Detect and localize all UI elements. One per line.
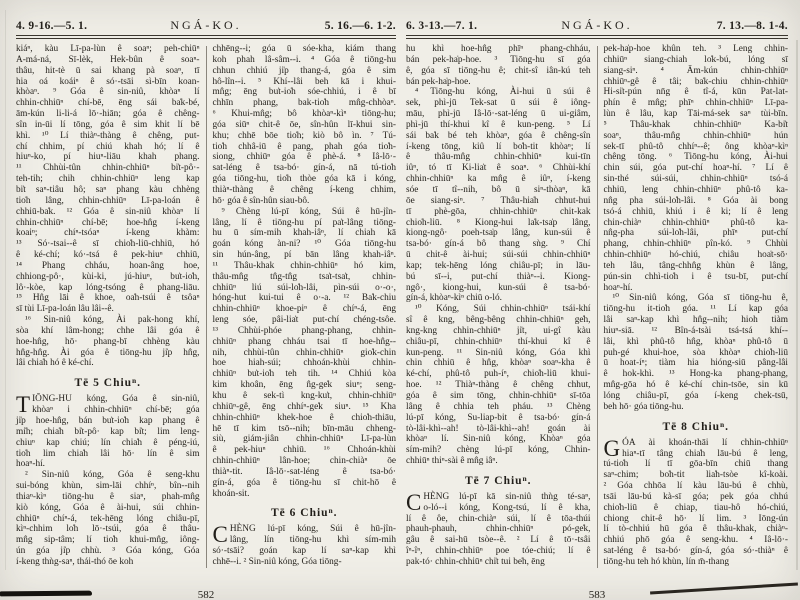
verse-ref-left: 6. 3-13.—7. 1. xyxy=(406,20,478,32)
text-line: ¹⁶ Sin-niû kóng, Ài pak-hong khí, xyxy=(25,315,200,326)
text-line: ji̍p hoe-hn̂g, bán bu̍t-io̍h kap phang ê xyxy=(16,416,200,426)
text-line: khu ê sek-tì kng-ku̍t, chhin-chhiūⁿ xyxy=(212,391,396,401)
text-line: chhin-chhiūⁿ chí-bē; hoe-hn̂g í-keng xyxy=(16,217,200,228)
paragraph xyxy=(406,44,591,87)
text-line: hiuⁿ-siā. ¹² Bîn-á-tsài tsá-tsá khí-- xyxy=(603,325,788,336)
text-columns xyxy=(16,44,396,568)
paragraph xyxy=(604,293,789,412)
text-line: chhiūⁿ chíⁿ-á, tek-hēng lóng chiâu-pī, xyxy=(16,513,200,524)
drop-cap: T xyxy=(16,392,31,418)
paragraph xyxy=(213,44,397,207)
text-line: ² Sin-niû kóng, Góa ê seng-khu xyxy=(25,470,200,481)
text-line: Hi-si̍t-pún nn̄g ê tî-á, kūn Pat-lat- xyxy=(603,87,788,98)
text-line: chio̍h-liū ê chiap, tiau-hô hó-chiú, xyxy=(603,502,788,513)
right-page xyxy=(406,18,788,600)
text-line: HÈNG lú-pī kā sin-niû thǹg té-saⁿ, xyxy=(423,491,591,502)
header-rule xyxy=(16,35,396,39)
text-line: hu khì hoe-hn̂g phīⁿ phang-chháu, xyxy=(406,44,591,54)
text-line: chiong chit-ê hō· lí lim. ³ Iōng-ún xyxy=(603,513,788,524)
drop-cap: G xyxy=(603,435,621,461)
text-line: ké-chí, phû-tô puh-íⁿ, chio̍h-liū khui- xyxy=(406,369,591,380)
text-line: beh hō· góa tiōng-hu. xyxy=(603,401,684,412)
text-line: kun-peng. ¹¹ Sin-niû kóng, Góa khì xyxy=(406,347,591,358)
text-line: îⁿ-îⁿ, chhin-chhiūⁿ poe tóe-chiú; lí ê xyxy=(406,546,591,557)
text-line: thiàⁿ-tit. Iâ-lō·-sat-léng ê tsa-bó· xyxy=(212,466,396,477)
book-title: NGÁ-KO. xyxy=(561,18,633,32)
text-line: ¹³ Só·-tsai--ê sī chio̍h-liū-chhiū, hó xyxy=(16,239,200,250)
text-line: hoaⁿ-hí. xyxy=(16,459,46,470)
text-line: chhiú phō góa ê seng-khu. ⁴ Iâ-lō·- xyxy=(603,535,788,546)
text-line: ⁵ Thâu-khak chhin-chhiūⁿ Ka-bi̍t xyxy=(603,119,788,130)
text-line: nn̂g-pha súi-lo̍h-lâi, phīⁿ put-chí xyxy=(603,228,788,239)
text-line: ¹¹ Thâu-khak chhin-chhiūⁿ hó kim, xyxy=(212,260,396,271)
text-line: chhiong-pô·, kùi-ki, jú-hiuⁿ, bu̍t-io̍h, xyxy=(16,271,200,282)
text-line: bán pek-ha̍p-hoe. ³ Tiōng-hu sī góa xyxy=(406,54,591,65)
text-line: pún-sin chhì-tio̍h i ê tsu-bī, put-chí xyxy=(603,271,788,282)
text-line: hoaⁿ-hí. xyxy=(603,282,633,293)
text-line: leng sóe, pâi-lia̍t put-chí chéng-tsôe. xyxy=(212,315,396,326)
running-header xyxy=(406,18,788,33)
column-2 xyxy=(213,44,397,568)
text-line: lô·-kòe, kap lóng-tsóng ê phang-liāu. xyxy=(16,282,200,293)
text-line: ² Góa chhōa lí kàu lāu-bú ê chhù, xyxy=(603,481,788,492)
text-line: sek-tī phû-tô chhíⁿ--ê; ông khòaⁿ-kìⁿ xyxy=(603,141,788,152)
text-line: chhiūⁿ liú súi-lo̍h-lâi, pìn-súi o·-o·, xyxy=(212,282,396,293)
paragraph xyxy=(16,470,200,568)
text-line: gín-á, góa ê tiōng-hu sī chit-hō ê xyxy=(212,477,396,488)
text-line: tio̍h chhâ-iū ê pang, phah góa tio̍h- xyxy=(212,141,396,152)
text-line: ⁶ Khui-mn̂g; bô khòaⁿ-kìⁿ tiōng-hu; xyxy=(212,109,396,120)
text-line: góa siūⁿ chit-ê ōe, sîn-hûn lī-khui sin- xyxy=(212,119,396,130)
text-line: khì. ¹⁰ Lí thiàⁿ-thàng ê chêng, put- xyxy=(16,130,200,141)
chapter-heading: Tē 7 Chiuⁿ. xyxy=(465,474,532,487)
text-line: hn̂g-hn̂g. Ài góa ê tiōng-hu ji̍p hn̂g, xyxy=(16,347,200,358)
text-line: khòaⁿ. ⁹ Góa ê sin-niû, khòaⁿ lí xyxy=(16,87,200,98)
text-line: kiò kóng, Góa ê ài-hui, súi chhin- xyxy=(16,502,200,513)
text-line: o-ló--i kóng, Kong-tsú, lí ê kha, xyxy=(423,502,591,513)
text-line: ⁹ Chèng lú-pī kóng, Súi ê hū-jîn- xyxy=(221,206,396,217)
text-line: nn̂g pha súi-lo̍h-lâi. ⁸ Góa ài bong xyxy=(603,195,788,206)
text-line: phauh-phauh, chhin-chhiūⁿ pó-ge̍k, xyxy=(406,524,591,535)
text-line: lâi chia̍h hó ê ké-chí. xyxy=(16,358,94,369)
text-line: chhiūⁿ thiⁿ-sài ê mn̂g iâⁿ. xyxy=(406,456,498,467)
text-line: A-má-ná, Sī-lèk, Hek-bûn ê soaⁿ- xyxy=(16,54,200,65)
text-line: hoe hiah-súi; chhoán-khùi chhin- xyxy=(212,358,396,369)
text-line: chhin-chhiūⁿ khek-hoe ê chio̍h-thiāu, xyxy=(212,412,396,423)
text-line: nih, chhùi-tûn chhin-chhiūⁿ gio̍k-chin xyxy=(212,347,396,358)
paragraph xyxy=(213,524,397,567)
text-line: ⁴ Tiōng-hu kóng, Ài-hui ū súi ê xyxy=(415,87,591,98)
text-line: koaiⁿ; chíⁿ-tsóaⁿ í-keng khàm: xyxy=(16,228,200,239)
text-line: māu, phì-jū Iâ-lō·-sat-léng ū ui-giâm, xyxy=(406,109,591,120)
text-line: tsāi lāu-bú kà-sī góa; pek góa chhú xyxy=(603,491,788,502)
text-line: ê thâu-mn̂g chhin-chhiūⁿ kui-tīn xyxy=(406,152,591,163)
text-line: sím-mih? chèng lú-pī kóng, Chhin- xyxy=(406,445,591,456)
drop-cap: C xyxy=(406,489,422,515)
paragraph xyxy=(406,489,591,568)
text-line: sat-léng ê tsa-bó· gín-á, nā tú-tio̍h xyxy=(212,163,396,174)
text-columns xyxy=(406,44,788,568)
text-line: chhiū-ba̍k. ¹² Góa ê sin-niû khòaⁿ lí xyxy=(16,206,200,217)
text-line: ngô·, kiong-hui, kun-súi ê tsa-bó· xyxy=(406,282,591,293)
page-number: 582 xyxy=(197,589,215,600)
text-line: thiaⁿ-kìⁿ tiōng-hu ê siaⁿ, phah-mn̂g xyxy=(16,491,200,502)
text-line: chhiūⁿ bu̍t-io̍h teh tih. ¹⁴ Chhiú kòa xyxy=(212,369,396,380)
text-line: bán pek-ha̍p-hoe. xyxy=(406,76,471,87)
text-line: chhin-chhiūⁿ khoe-piⁿ ê chíⁿ-á, ēng xyxy=(212,304,396,315)
text-line: tio̍h lim chia̍h lâi hō· lín ê sim xyxy=(16,448,200,459)
text-line: ū hoat-íⁿ; tiàm hia hióng-siū pâng-lâi xyxy=(603,358,788,369)
running-header xyxy=(16,18,396,33)
text-line: tiōng-hu teh hó khùn, lín m̄-thang xyxy=(603,556,729,567)
text-line: tiōng-hu it-tio̍h góa. ¹¹ Lí kap góa xyxy=(603,304,788,315)
page-edge-left xyxy=(5,10,6,570)
page-edge-right xyxy=(796,40,798,570)
text-line: chhin-chhiūⁿ ka mn̂g ê iûⁿ, í-keng xyxy=(406,174,591,185)
text-line: chin-chiàⁿ chhin-chhiūⁿ phû-tô ka- xyxy=(603,217,788,228)
text-line: mn̂g sip-tâm; lí tio̍h khui-mn̂g, iông- xyxy=(16,535,200,546)
text-line: sîn in-ūi lí tōng, góa ê sim khit lí bē xyxy=(16,119,200,130)
text-line: sóe tī tî--nih, bô ū siⁿ-thòaⁿ, kā xyxy=(406,184,591,195)
text-line: teh-tih; chih chhin-chhiūⁿ leng kap xyxy=(16,174,200,185)
text-line: chhēng--i; góa ū sóe-kha, kiám thang xyxy=(212,44,396,54)
text-line: tú-tio̍h lí tī gōa-bīn chiū thang xyxy=(603,459,788,470)
text-line: khoán-sit. xyxy=(212,488,250,499)
text-line: thâu, hit-tè ū sai khang pà soaⁿ, tī xyxy=(16,65,200,76)
paragraph xyxy=(16,394,200,470)
text-line: thiàⁿ-thàng ê chêng í-keng chhim, xyxy=(212,184,396,195)
text-line: ¹³ Chhùi-phóe phang-phang, chhin- xyxy=(212,325,396,336)
column-1 xyxy=(406,44,591,568)
text-line: lâi, khì phû-tô hn̂g, khòaⁿ phû-tô ū xyxy=(603,336,788,347)
text-line: bi̍t saⁿ-tiâu hô; saⁿ phang kàu chhèng xyxy=(16,184,200,195)
text-line: hô-lîn--i. ⁵ Khí--lâi beh kā i khui- xyxy=(212,76,396,87)
text-line: ū chit-ê ài-hui; súi-súi chhin-chhiūⁿ xyxy=(406,250,591,261)
text-line: pek-ha̍p-hoe khûn teh. ³ Leng chhin- xyxy=(603,44,788,54)
column-divider xyxy=(597,46,598,568)
text-line: hē tī kim tsō--nih; bīn-māu chheng- xyxy=(212,423,396,434)
text-line: gâu ê sai-hū tsòe--ê. ² Lí ê tō·-tsâi xyxy=(406,535,591,546)
text-line: tsa-bó· gín-á bô thang sǹg. ⁹ Chí xyxy=(406,239,591,250)
text-line: sòa khí lâm-hong; chhe lâi góa ê xyxy=(16,325,200,336)
text-line: lâng, lí ê tiōng-hu pí pa̍t-lâng tiōng- xyxy=(212,217,396,228)
text-line: hiaⁿ-tī tâng chia̍h lāu-bú ê leng, xyxy=(622,448,788,459)
paragraph xyxy=(16,315,200,369)
text-line: hia oá koáiⁿ ê só·-tsāi sì-bīn koan- xyxy=(16,76,200,87)
text-line: phì-jū thí-khui kî ê kun-peng. ⁵ Lí xyxy=(406,119,591,130)
text-line: khu; chhē bōe tio̍h; kiò bô ìn. ⁷ Tú- xyxy=(212,130,396,141)
text-line: sui-bóng khùn, sim-lāi chhíⁿ, bîn--nih xyxy=(16,481,200,492)
scan-artifact-bottom-left xyxy=(0,591,92,597)
text-line: ¹⁰ Kóng, Súi chhin-chhiūⁿ tsái-khí xyxy=(415,304,591,315)
text-line: chhiūⁿ siang-chiah lo̍k-bú, lóng sī xyxy=(603,54,788,65)
text-line: sin hún-âng, pí bān lâng khah-iâⁿ. xyxy=(212,250,396,261)
text-line: IŌNG-HU kóng, Góa ê sin-niû, xyxy=(32,394,200,405)
text-line: pak-tó· chhin-chhiūⁿ chi̍t tui be̍h, ēng xyxy=(406,556,545,567)
text-line: ¹⁰ Sin-niû kóng, Góa sī tiōng-hu ê, xyxy=(612,293,788,304)
text-line: lâi saⁿ-kap khì hn̂g--nih; hioh tiàm xyxy=(603,315,788,326)
text-line: chhin-chhiūⁿ chí-bē, ēng sái ba̍k-bé, xyxy=(16,98,200,109)
paragraph xyxy=(603,435,789,568)
text-line: chin súi, góa put-chí hoaⁿ-hí. ⁷ Lí ê xyxy=(603,163,788,174)
text-line: ÓA ài khoán-thāi lí chhin-chhiūⁿ xyxy=(622,437,788,448)
text-line: ê, góa sī tiōng-hu ê; chit-sî iân-kú teh xyxy=(406,65,591,76)
chapter-heading: Tē 8 Chiuⁿ. xyxy=(662,420,729,433)
text-line: hóng-hut kui-tui ê o·-a. ¹² Ba̍k-chiu xyxy=(212,293,396,304)
text-line: chhiū, leng chhin-chhiūⁿ phû-tô ka- xyxy=(603,184,788,195)
text-line: soaⁿ, thâu-mn̂g chhin-chhiūⁿ hún xyxy=(603,130,788,141)
text-line: sat-léng ê tsa-bó· gín-á, góa só·-thiàⁿ ê xyxy=(603,546,788,557)
text-line: sī tùi Lī-pa-loán lâu lâi--ê. xyxy=(16,304,114,315)
text-line: kim khoân, ēng n̂g-ge̍k siuⁿ; seng- xyxy=(212,380,396,391)
text-line: ¹⁵ Hn̂g lāi ê khoe, oa̍h-tsúi ê tsôaⁿ xyxy=(16,293,200,304)
text-line: phang, chhin-chhiūⁿ pîn-kó. ⁹ Chhùi xyxy=(603,239,788,250)
text-line: mn̂g; ēng bu̍t-io̍h sóe-chhiú, i ê bī xyxy=(212,87,396,98)
text-line: lóng chiâu-pī, góa í-keng chek-tsū, xyxy=(603,391,788,401)
text-line: kìⁿ-chhim lo̍h lō·-tsúi, góa ê thâu- xyxy=(16,524,200,535)
text-line: HÈNG lú-pī kóng, Súi ê hū-jîn- xyxy=(229,524,396,535)
text-line: chhin-chhiūⁿ hó-chiú, chiâu hoa̍t-sō· xyxy=(603,250,788,261)
text-line: hoe. ¹² Thiàⁿ-thàng ê chêng chhut, xyxy=(406,380,591,391)
text-line: kiong-ngô· poeh-tsa̍p lâng, kun-súi ê xyxy=(406,228,591,239)
text-line: mn̂g-gōa hó ê ké-chí chin-tsōe, sin kū xyxy=(603,380,788,391)
text-line: lâng, lín tiōng-hu khì sím-mih xyxy=(229,535,396,546)
text-line: saⁿ-chim; bo̍h-tit lia̍h-tsòe kî-koài. xyxy=(603,470,788,481)
chapter-heading: Tē 5 Chiuⁿ. xyxy=(74,377,141,390)
text-line: chhin-chhiūⁿ lân-hoe; chin-chiàⁿ ōe xyxy=(212,456,396,467)
text-line: hō· góa ê sîn-hûn siau-bô. xyxy=(212,195,310,206)
text-line: tio̍h lâng, chhin-chhiūⁿ Lī-pa-loán ê xyxy=(16,195,200,206)
text-line: ê hok-khì. ¹³ Hong-ka phang-phang, xyxy=(603,369,788,380)
text-line: sî ê kng, bêng-bêng chhin-chhiūⁿ ge̍h, xyxy=(406,315,591,326)
text-line: ún góa ji̍p chhù. ³ Góa kóng, Góa xyxy=(16,546,200,557)
text-line: góa ê sim tōng, chhin-chhiūⁿ sī-tōa xyxy=(406,391,591,401)
text-line: tò-lâi-khì--ah! tò-lâi-khì--ah! goán ài xyxy=(406,423,591,434)
text-line: hiuⁿ-ko, pí hiuⁿ-liāu khah phang. xyxy=(16,152,200,163)
verse-ref-right: 7. 13.—8. 1-4. xyxy=(716,20,788,32)
text-line: chí chhim, pí chiú khah hó; lí ê xyxy=(16,141,200,152)
text-line: hoe-hn̂g, hō· phang-bī chhèng kàu xyxy=(16,336,200,347)
verse-ref-right: 5. 16.—6. 1-2. xyxy=(324,20,396,32)
text-line: koh phah lâ-sâm--i. ⁴ Góa ê tiōng-hu xyxy=(212,54,396,65)
text-line: ¹¹ Chhùi-tûn chhin-chhiūⁿ bi̍t-pô·- xyxy=(16,163,200,174)
text-line: sek, phì-jū Tek-sat ū súi ê iông- xyxy=(406,98,591,109)
text-line: kap; tek-hēng lóng chiâu-pī; in lāu- xyxy=(406,260,591,271)
text-line: teh lâu, tâng-chhn̂g khùn ê lâng, xyxy=(603,260,788,271)
verse-ref-left: 4. 9-16.—5. 1. xyxy=(16,20,88,32)
text-line: mi̍h; chia̍h bi̍t-pô· kap bi̍t; lim leng- xyxy=(16,426,200,437)
text-line: ê ké-chí; kó·-tsá ê pek-hiuⁿ chhiū, xyxy=(16,250,200,261)
text-line: chhiūⁿ-gê ê tâi; ba̍k-chiu chhin-chhiūⁿ xyxy=(603,76,788,87)
text-line: kiáⁿ, kàu Lī-pa-lùn ê soaⁿ; peh-chiūⁿ xyxy=(16,44,200,54)
text-line: chhiūⁿ-gê, ēng chhíⁿ-ge̍k siuⁿ. ¹⁵ Kha xyxy=(212,401,396,412)
paragraph xyxy=(16,44,200,315)
column-1 xyxy=(16,44,200,568)
text-line: siù, giám-jiân chhin-chhiūⁿ Lī-pa-lùn xyxy=(212,434,396,445)
text-line: bú sī--i, put-chí thiàⁿ--i. Kiong- xyxy=(406,271,591,282)
text-line: sái ba̍k bé teh khòaⁿ, góa ê chêng-sîn xyxy=(406,130,591,141)
text-line: chêng tōng. ⁶ Tiōng-hu kóng, Ài-hui xyxy=(603,152,788,163)
paragraph xyxy=(406,87,591,304)
header-rule xyxy=(406,35,788,39)
text-line: chhē--i. ² Sin-niû kóng, Góa tiōng- xyxy=(212,556,342,567)
text-line: ¹⁴ Phang chháu, hoan-âng hoe, xyxy=(16,260,200,271)
text-line: tī phè-gōa, chhin-chhiūⁿ chit-kak xyxy=(406,206,591,217)
text-line: chiuⁿ kap chiú; lín chia̍h ê péng-iú, xyxy=(16,437,200,448)
text-line: í-keng thǹg-saⁿ, thái-thó ōe koh xyxy=(16,556,134,567)
text-line: góa tiōng-hu, tio̍h thòe góa kā i kóng, xyxy=(212,174,396,185)
text-line: lí ê ôe, chin-chiàⁿ súi, lí ê tōa-thúi xyxy=(406,513,591,524)
text-line: chin chhiū ê hn̂g, khòaⁿ soaⁿ-kha ê xyxy=(406,358,591,369)
text-line: chiâu-pī, chhin-chhiūⁿ thí-khui kî ê xyxy=(406,336,591,347)
text-line: siang-siⁿ. ⁴ Ām-kún chhin-chhiūⁿ xyxy=(603,65,788,76)
text-line: chio̍h-liū. ⁸ Kiong-hui la̍k-tsa̍p lâng, xyxy=(406,217,591,228)
text-line: iûⁿ, tó tī Ki-lia̍t ê soaⁿ. ⁶ Chhùi-khí xyxy=(406,163,591,174)
text-line: siong, chhiūⁿ góa ê phè-á. ⁸ Iâ-lō·- xyxy=(212,152,396,163)
text-line: puh-gé khui-hoe, sòa khòaⁿ chio̍h-liū xyxy=(603,347,788,358)
chapter-heading: Tē 6 Chiuⁿ. xyxy=(271,507,338,520)
text-line: tsó-á chhiū, khiú i ê ki; lí ê leng xyxy=(603,206,788,217)
text-line: lùn ê lâu, kap Tāi-má-sek saⁿ tùi-bīn. xyxy=(603,109,788,120)
page-number: 583 xyxy=(588,589,606,600)
book-title: NGÁ-KO. xyxy=(170,18,242,32)
text-line: khòaⁿ i chhin-chhiūⁿ chí-bē; góa xyxy=(32,405,200,416)
text-line: lú-pī kóng, Su-liap-bit ê tsa-bó· gín-á xyxy=(406,412,591,423)
column-2 xyxy=(604,44,789,568)
text-line: lâng ê chhia teh pháu. ¹³ Chèng xyxy=(406,401,591,412)
text-line: phín ê mn̂g; phīⁿ chhin-chhiūⁿ Lī-pa- xyxy=(603,98,788,109)
text-line: sin-thé súi-súi, chhin-chhiūⁿ tsó-á xyxy=(603,174,788,185)
text-line: ê pek-hiuⁿ chhiū. ¹⁶ Chhoán-khùi xyxy=(212,445,396,456)
text-line: hu ū sím-mih khah-iâⁿ, lí chiah kā xyxy=(212,228,396,239)
text-line: kng-kng chhin-chhiūⁿ ji̍t, ui-gî kàu xyxy=(406,325,591,336)
text-line: í-keng tōng, kiû lí bo̍h-tit khòaⁿ; lí xyxy=(406,141,591,152)
text-line: thâu-mn̂g tn̂g-tn̂g tsa̍t-tsa̍t, chhin- xyxy=(212,271,396,282)
text-line: lí tò-chhiú hū góa ê thâu-khak, chiàⁿ- xyxy=(603,524,788,535)
paragraph xyxy=(406,304,591,467)
text-line: chhun chhiú ji̍p thang-á, góa ê sim xyxy=(212,65,396,76)
text-line: ōe siang-siⁿ. ⁷ Thâu-hia̍h chhut-hui xyxy=(406,195,591,206)
text-line: khòaⁿ lí. Sin-niû kóng, Khòaⁿ góa xyxy=(406,434,591,445)
text-line: chhiūⁿ phang chháu tsai tī hoe-hn̂g-- xyxy=(212,336,396,347)
paragraph xyxy=(213,207,397,500)
left-page xyxy=(16,18,396,600)
text-line: goán kóng àn-ni? ¹⁰ Góa tiōng-hu xyxy=(212,239,396,250)
column-divider xyxy=(206,46,207,568)
paragraph xyxy=(604,44,789,293)
text-line: chhīn phang, bak-tio̍h mn̂g-chhòaⁿ. xyxy=(212,98,396,109)
text-line: só·-tsāi? goán kap lí saⁿ-kap khì xyxy=(212,546,396,557)
drop-cap: C xyxy=(212,522,228,548)
text-line: ām-kún li-li-á lō·-hiān; góa ê chêng- xyxy=(16,109,200,120)
text-line: gín-á, khòaⁿ-kìⁿ chiū o-ló. xyxy=(406,293,502,304)
